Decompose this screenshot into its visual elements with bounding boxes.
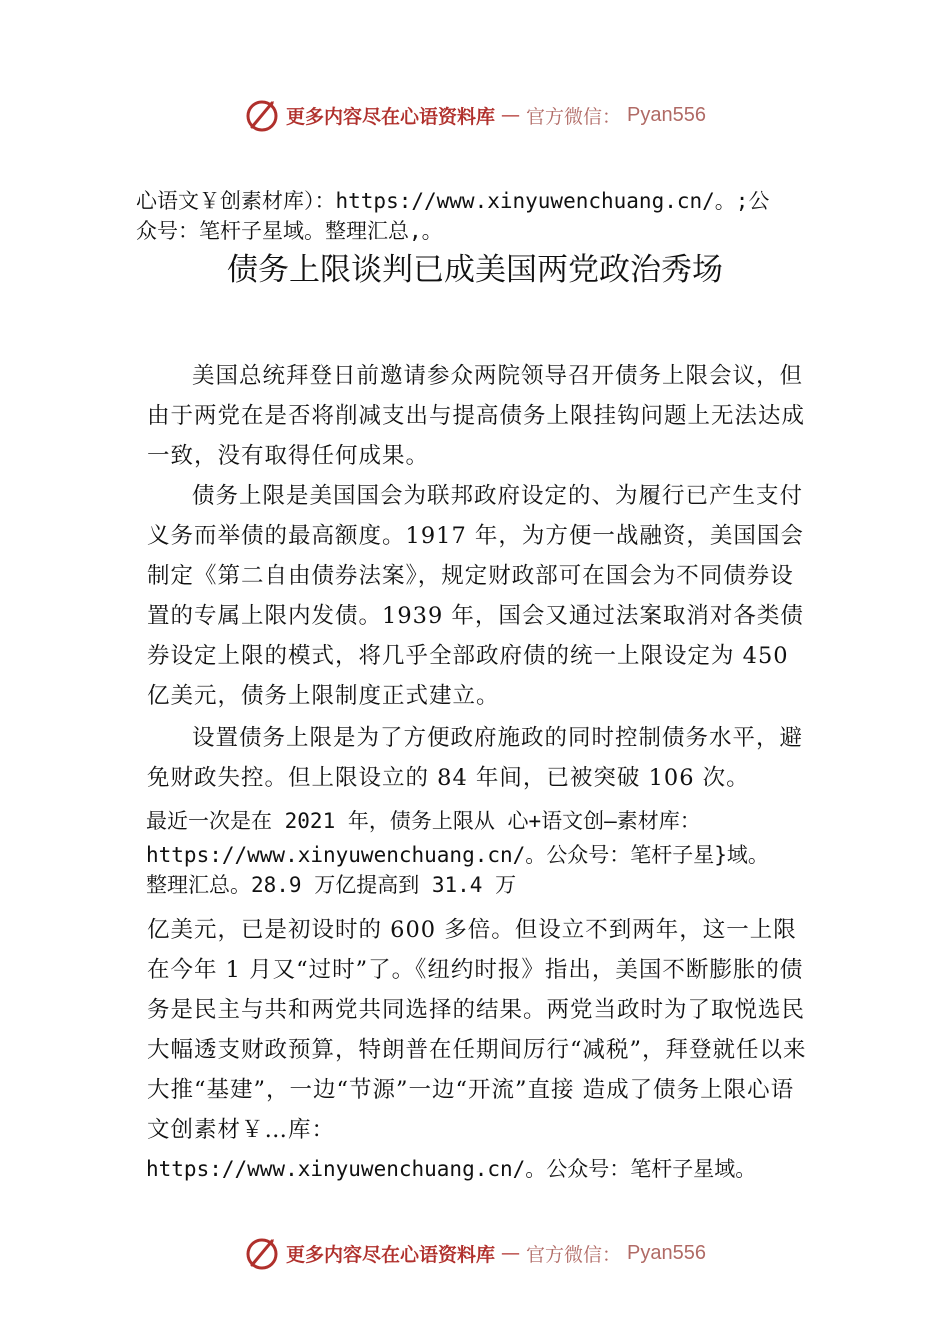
paragraph-3-inline-line-3: 整理汇总。28.9 万亿提高到 31.4 万 (146, 873, 517, 897)
watermark-footer (0, 1233, 950, 1273)
paragraph-3-final-line: https://www.xinyuwenchuang.cn/。公众号：笔杆子星域。 (146, 1157, 757, 1181)
paragraph-1: 美国总统拜登日前邀请参众两院领导召开债务上限会议，但由于两党在是否将削减支出与提高债务上限挂钩问题上无法达成一致，没有取得任何成果。 (147, 363, 806, 469)
pen-logo-icon (244, 97, 280, 133)
paragraph-3-inline-line-1: 最近一次是在 2021 年，债务上限从 心+语文创—素材库： (146, 809, 701, 833)
header-note-line-2: 众号：笔杆子星域。整理汇总,。 (136, 219, 443, 243)
paragraph-3-intro: 设置债务上限是为了方便政府施政的同时控制债务水平，避免财政失控。但上限设立的 84 年间，已被突破 106 次。 (147, 725, 804, 791)
watermark-wechat-label: 官方微信： (526, 1243, 622, 1266)
paragraph-3-continuation: 亿美元，已是初设时的 600 多倍。但设立不到两年，这一上限在今年 1 月又“过时”了。《纽约时报》指出，美国不断膨胀的债务是民主与共和两党共同选择的结果。两党当政时为了取悦选民大幅透支财政预算，特朗普在任期间厉行“减税”，拜登就任以来大推“基建”，一边“节源”一边“开流”直接 造成了债务上限心语文创素材￥…库： (147, 917, 807, 1143)
watermark-wechat-label: 官方微信： (526, 105, 622, 128)
watermark-header (0, 95, 950, 135)
paragraph-2: 债务上限是美国国会为联邦政府设定的、为履行已产生支付义务而举债的最高额度。1917 年，为方便一战融资，美国国会制定《第二自由债券法案》，规定财政部可在国会为不同债券设置的专属上限内发债。1939 年，国会又通过法案取消对各类债券设定上限的模式，将几乎全部政府债的统一上限设定为 450 亿美元，债务上限制度正式建立。 (147, 483, 804, 709)
watermark-text: 更多内容尽在心语资料库 (286, 105, 496, 128)
header-note-line-1: 心语文￥创素材库）：https://www.xinyuwenchuang.cn/。;公 (136, 189, 770, 213)
watermark-separator: — (501, 104, 521, 126)
watermark-text: 更多内容尽在心语资料库 (286, 1243, 496, 1266)
pen-logo-icon (244, 1235, 280, 1271)
watermark-separator: — (501, 1242, 521, 1264)
watermark-wechat-id: Pyan556 (627, 103, 706, 126)
article-title: 债务上限谈判已成美国两党政治秀场 (227, 252, 723, 288)
watermark-wechat-id: Pyan556 (627, 1241, 706, 1264)
paragraph-3-inline-line-2: https://www.xinyuwenchuang.cn/。公众号：笔杆子星}域。 (146, 843, 769, 867)
